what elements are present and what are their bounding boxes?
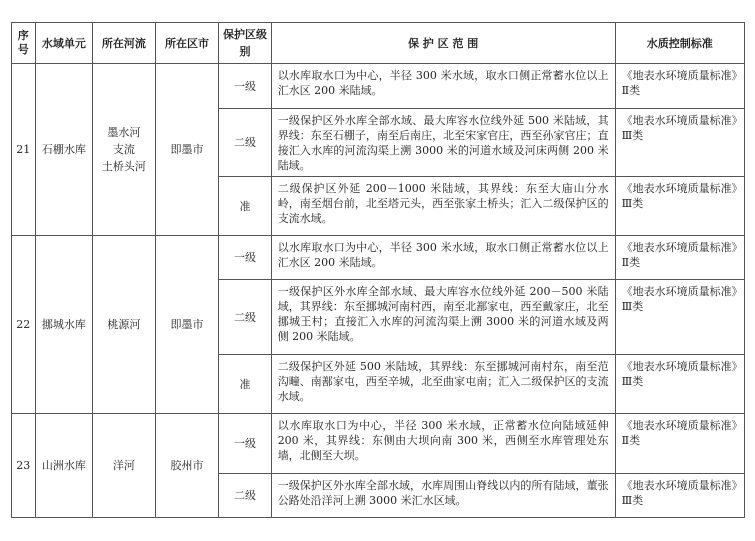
seq-cell: 22 bbox=[12, 236, 36, 414]
scope-cell: 以水库取水口为中心，半径 300 米水域，正常蓄水位向陆域延伸 200 米，其界线：东侧由大坝向南 300 米，西侧至水库管理处东墙，北侧至大坝。 bbox=[271, 414, 615, 474]
header-scope: 保 护 区 范 围 bbox=[271, 23, 615, 64]
seq-cell: 21 bbox=[12, 64, 36, 236]
scope-cell: 二级保护区外延 500 米陆域，其界线：东至挪城河南村东，南至范沟疃、南鄯家屯，西至辛城，北至曲家屯南；汇入二级保护区的支流水域。 bbox=[271, 355, 615, 414]
river-line: 洋河 bbox=[112, 459, 135, 472]
standard-cell: 《地表水环境质量标准》Ⅲ类 bbox=[615, 474, 744, 518]
scope-cell: 以水库取水口为中心，半径 300 米水域，取水口侧正常蓄水位以上汇水区 200 米陆域。 bbox=[271, 236, 615, 280]
level-cell: 二级 bbox=[219, 109, 271, 177]
standard-cell: 《地表水环境质量标准》Ⅱ类 bbox=[615, 414, 744, 474]
river-line: 墨水河 bbox=[107, 126, 141, 139]
standard-cell: 《地表水环境质量标准》Ⅲ类 bbox=[615, 355, 744, 414]
scope-cell: 一级保护区外水库全部水域、最大库容水位线外延 500 米陆域，其界线：东至石棚子，南至后南庄，北至宋家官庄，西至孙家官庄；直接汇入水库的河流沟渠上溯 3000 米的河道水域及河床两侧 200 米陆域。 bbox=[271, 109, 615, 177]
river-line: 桃源河 bbox=[107, 318, 141, 331]
level-cell: 一级 bbox=[219, 414, 271, 474]
district-cell: 即墨市 bbox=[155, 64, 219, 236]
district-cell: 胶州市 bbox=[155, 414, 219, 518]
unit-cell: 挪城水库 bbox=[35, 236, 92, 414]
header-level: 保护区级别 bbox=[219, 23, 271, 64]
water-protection-table bbox=[11, 22, 745, 518]
header-unit: 水域单元 bbox=[35, 23, 92, 64]
level-cell: 二级 bbox=[219, 280, 271, 355]
standard-cell: 《地表水环境质量标准》Ⅱ类 bbox=[615, 236, 744, 280]
table-row bbox=[12, 414, 745, 474]
scope-cell: 一级保护区外水库全部水域、最大库容水位线外延 200－500 米陆域，其界线：东至挪城河南村西，南至北鄯家屯，西至戴家庄，北至挪城王村；直接汇入水库的河流沟渠上溯 3000 米的河道水域及两侧 200 米陆域。 bbox=[271, 280, 615, 355]
header-standard: 水质控制标准 bbox=[615, 23, 744, 64]
scope-cell: 一级保护区外水库全部水域，水库周围山脊线以内的所有陆域，董张公路处沿洋河上溯 3000 米汇水区域。 bbox=[271, 474, 615, 518]
scope-cell: 以水库取水口为中心，半径 300 米水域，取水口侧正常蓄水位以上汇水区 200 米陆域。 bbox=[271, 64, 615, 109]
river-cell bbox=[93, 64, 156, 236]
river-cell bbox=[93, 414, 156, 518]
river-line: 支流 bbox=[112, 143, 135, 156]
district-cell: 即墨市 bbox=[155, 236, 219, 414]
level-cell: 准 bbox=[219, 177, 271, 236]
standard-cell: 《地表水环境质量标准》Ⅱ类 bbox=[615, 64, 744, 109]
table-row bbox=[12, 236, 745, 280]
level-cell: 二级 bbox=[219, 474, 271, 518]
unit-cell: 石棚水库 bbox=[35, 64, 92, 236]
seq-cell: 23 bbox=[12, 414, 36, 518]
standard-cell: 《地表水环境质量标准》Ⅲ类 bbox=[615, 177, 744, 236]
river-line: 土桥头河 bbox=[101, 160, 146, 173]
table-row bbox=[12, 64, 745, 109]
header-seq: 序号 bbox=[12, 23, 36, 64]
unit-cell: 山洲水库 bbox=[35, 414, 92, 518]
level-cell: 一级 bbox=[219, 236, 271, 280]
standard-cell: 《地表水环境质量标准》Ⅲ类 bbox=[615, 109, 744, 177]
level-cell: 准 bbox=[219, 355, 271, 414]
river-cell bbox=[93, 236, 156, 414]
header-row bbox=[12, 23, 745, 64]
header-district: 所在区市 bbox=[155, 23, 219, 64]
level-cell: 一级 bbox=[219, 64, 271, 109]
standard-cell: 《地表水环境质量标准》Ⅲ类 bbox=[615, 280, 744, 355]
scope-cell: 二级保护区外延 200－1000 米陆域，其界线：东至大庙山分水岭，南至烟台前，北至塔元头，西至张家土桥头；汇入二级保护区的支流水域。 bbox=[271, 177, 615, 236]
header-river: 所在河流 bbox=[93, 23, 156, 64]
